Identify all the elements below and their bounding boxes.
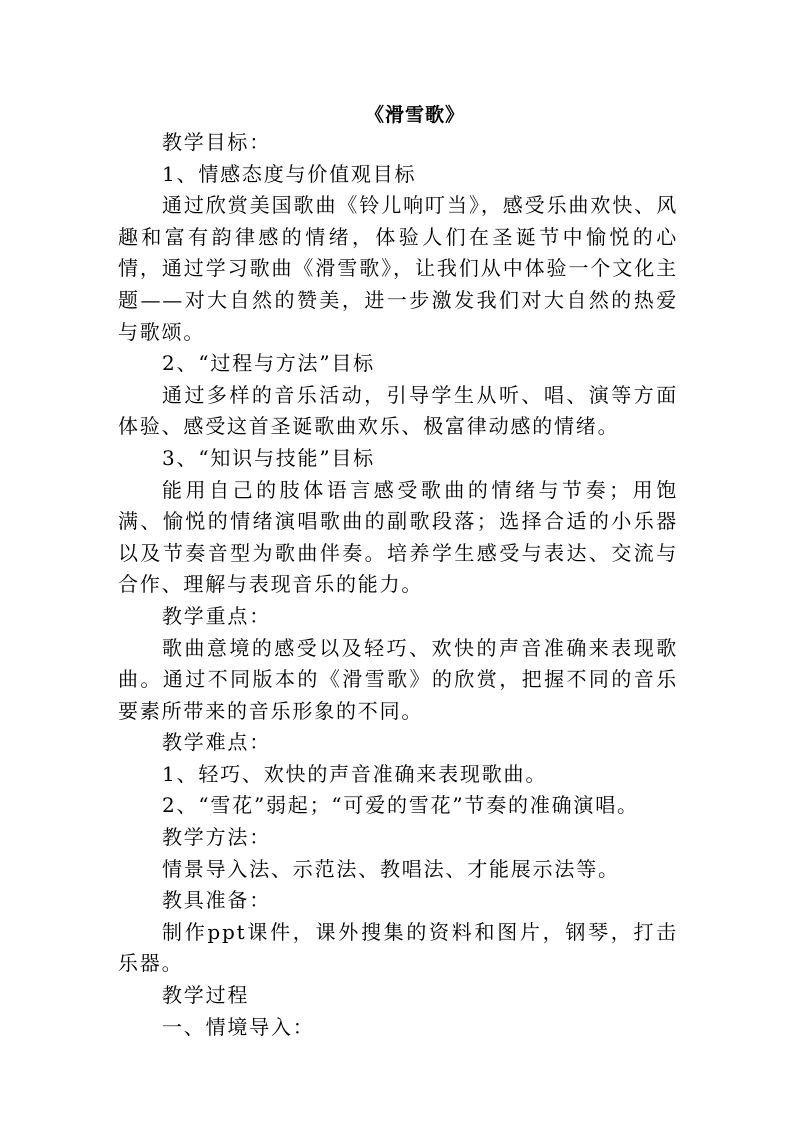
heading-key-points: 教学重点：	[162, 603, 271, 628]
difficulty-2: 2、“雪花”弱起；“可爱的雪花”节奏的准确演唱。	[162, 793, 639, 818]
document-body	[118, 127, 678, 1043]
goal-3-heading: 3、“知识与技能”目标	[162, 445, 375, 470]
key-points-text: 歌曲意境的感受以及轻巧、欢快的声音准确来表现歌曲。通过不同版本的《滑雪歌》的欣赏，把握不同的音乐要素所带来的音乐形象的不同。	[118, 635, 678, 723]
difficulty-1: 1、轻巧、欢快的声音准确来表现歌曲。	[162, 761, 548, 786]
heading-materials: 教具准备：	[162, 888, 271, 913]
document-title: 《滑雪歌》	[364, 104, 465, 126]
heading-process: 教学过程	[162, 983, 250, 1008]
process-step-1: 一、情境导入：	[162, 1014, 315, 1039]
methods-text: 情景导入法、示范法、教唱法、才能展示法等。	[162, 856, 620, 881]
goal-1-heading: 1、情感态度与价值观目标	[162, 161, 417, 186]
goal-2-heading: 2、“过程与方法”目标	[162, 351, 375, 376]
goal-1-text: 通过欣赏美国歌曲《铃儿响叮当》，感受乐曲欢快、风趣和富有韵律感的情绪，体验人们在圣诞节中愉悦的心情，通过学习歌曲《滑雪歌》，让我们从中体验一个文化主题——对大自然的赞美，进一步激发我们对大自然的热爱与歌颂。	[118, 193, 678, 344]
heading-methods: 教学方法：	[162, 825, 271, 850]
heading-teaching-goals: 教学目标：	[162, 130, 271, 154]
heading-difficulties: 教学难点：	[162, 730, 271, 755]
materials-text: 制作ppt课件，课外搜集的资料和图片，钢琴，打击乐器。	[118, 919, 678, 976]
goal-2-text: 通过多样的音乐活动，引导学生从听、唱、演等方面体验、感受这首圣诞歌曲欢乐、极富律动感的情绪。	[118, 382, 678, 439]
goal-3-text: 能用自己的肢体语言感受歌曲的情绪与节奏；用饱满、愉悦的情绪演唱歌曲的副歌段落；选择合适的小乐器以及节奏音型为歌曲伴奏。培养学生感受与表达、交流与合作、理解与表现音乐的能力。	[118, 477, 678, 597]
